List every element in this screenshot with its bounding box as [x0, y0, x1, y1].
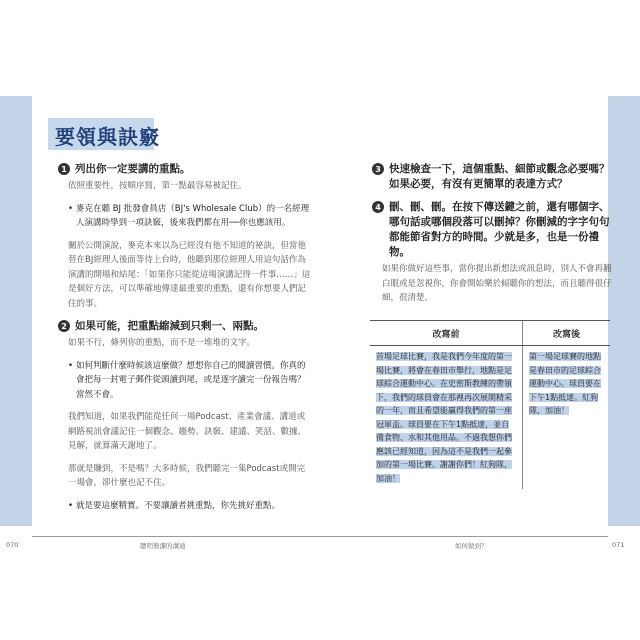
section-1-bullet: • 麥克在聽 BJ 批發會員店（BJ's Wholesale Club）的一名經理人演講時學到一項訣竅，後來我們都在用──你也應該用。	[68, 202, 312, 231]
left-page-number: 070	[6, 541, 19, 549]
right-column	[372, 162, 612, 314]
section-2-number: 2	[58, 320, 70, 332]
section-4-heading	[372, 200, 612, 260]
after-cell	[523, 346, 611, 490]
left-page-edge-tab	[0, 96, 32, 526]
section-2-heading	[58, 319, 312, 334]
section-1-paragraph-2: 關於公開演說，麥克本來以為已經沒有他不知道的祕訣，但當他替在BJ經理人後面等待上台時，他聽到那位經理人用這句話作為演講的開場和結尾：「如果你只能從這場演講記得一件事……」這是個好方法，可以準確地傳達最重要的重點，還有你想要人們記住的事。	[68, 240, 311, 309]
section-2-bullet-2: • 就是要這麼精實。不要讓讀者挑重點，你先挑好重點。	[68, 499, 312, 514]
right-page-number: 071	[612, 541, 625, 549]
left-column	[58, 162, 312, 521]
right-footer-rule	[320, 536, 608, 537]
section-3-number: 3	[372, 163, 384, 175]
section-2-heading-text: 如果可能，把重點縮減到只剩一、兩點。	[75, 320, 264, 332]
section-4-paragraph: 如果你做好這些事，當你提出新想法或訊息時，別人不會再翻白眼或是忽視你，你會開始樂於傾聽你的想法，而且聽得很仔細，很清楚。	[382, 264, 612, 303]
header-before: 改寫前	[370, 321, 523, 346]
page-title: 要領與訣竅	[55, 125, 160, 149]
section-3-heading-text: 快速檢查一下，這個重點、細節或觀念必要嗎？如果必要，有沒有更簡單的表達方式？	[389, 163, 610, 190]
right-page-edge-tab	[608, 96, 640, 526]
section-4-number: 4	[372, 201, 384, 213]
left-running-title: 聰明簡潔的溝通	[140, 542, 186, 550]
section-3-heading	[372, 162, 612, 192]
section-1-number: 1	[58, 163, 70, 175]
section-1-heading-text: 列出你一定要講的重點。	[75, 163, 191, 175]
before-cell	[370, 346, 523, 490]
section-1-paragraph-1: 依照重要性，按順序寫，第一點最容易被記住。	[68, 181, 247, 191]
section-2-bullet-1: • 如何判斷什麼時候該這麼做？想想你自己的閱讀習慣。你真的會把每一封電子郵件從頭讀到尾，或是逐字讀完一份報告嗎？當然不會。	[68, 359, 312, 403]
rewrite-comparison-table	[370, 320, 610, 489]
section-2-paragraph-2: 我們知道，如果我們能從任何一場Podcast、產業會議、講道或網路視訊會議記住一個觀念、趨勢、訣竅、建議、笑話、數據、見解，就算滿天謝地了。	[68, 412, 307, 451]
after-text: 第一場足球賽的地點是春田市的足球綜合運動中心。球員要在下午1點抵達。紅狗隊，加油！	[529, 352, 601, 415]
left-footer-rule	[32, 536, 320, 537]
section-1-heading	[58, 162, 312, 177]
section-4-heading-text: 刪、刪、刪。在按下傳送鍵之前，還有哪個字、哪句話或哪個段落可以刪掉？你刪減的字字句句都能節省對方的時間。少就是多，也是一份禮物。	[389, 201, 610, 258]
before-text: 首場足球比賽，我是我們今年度的第一場比賽，將會在春田市舉行，地點是足球綜合運動中心。在史密斯教練的帶領下，我們的球員會在那裡再次展開精采的一年，而且希望能贏得我們的第一座冠軍盃。球員要在下午1點抵達，並自備食物、水和其他用品。不過我想你們應該已經知道，因為這不是我們一起參加的第一場比賽。謝謝你們！紅狗隊，加油！	[376, 352, 512, 483]
section-2-paragraph-3: 那就是賺到，不是嗎？大多時候，我們聽完一集Podcast或開完一場會，卻什麼也記不住。	[68, 463, 306, 488]
table-header-row	[370, 321, 610, 346]
right-running-title: 如何做到？	[455, 542, 488, 550]
header-after: 改寫後	[523, 321, 611, 346]
section-2-paragraph-1: 如果不行，條列你的重點，而不是一堆堆的文字。	[68, 338, 256, 348]
table-row	[370, 346, 610, 490]
